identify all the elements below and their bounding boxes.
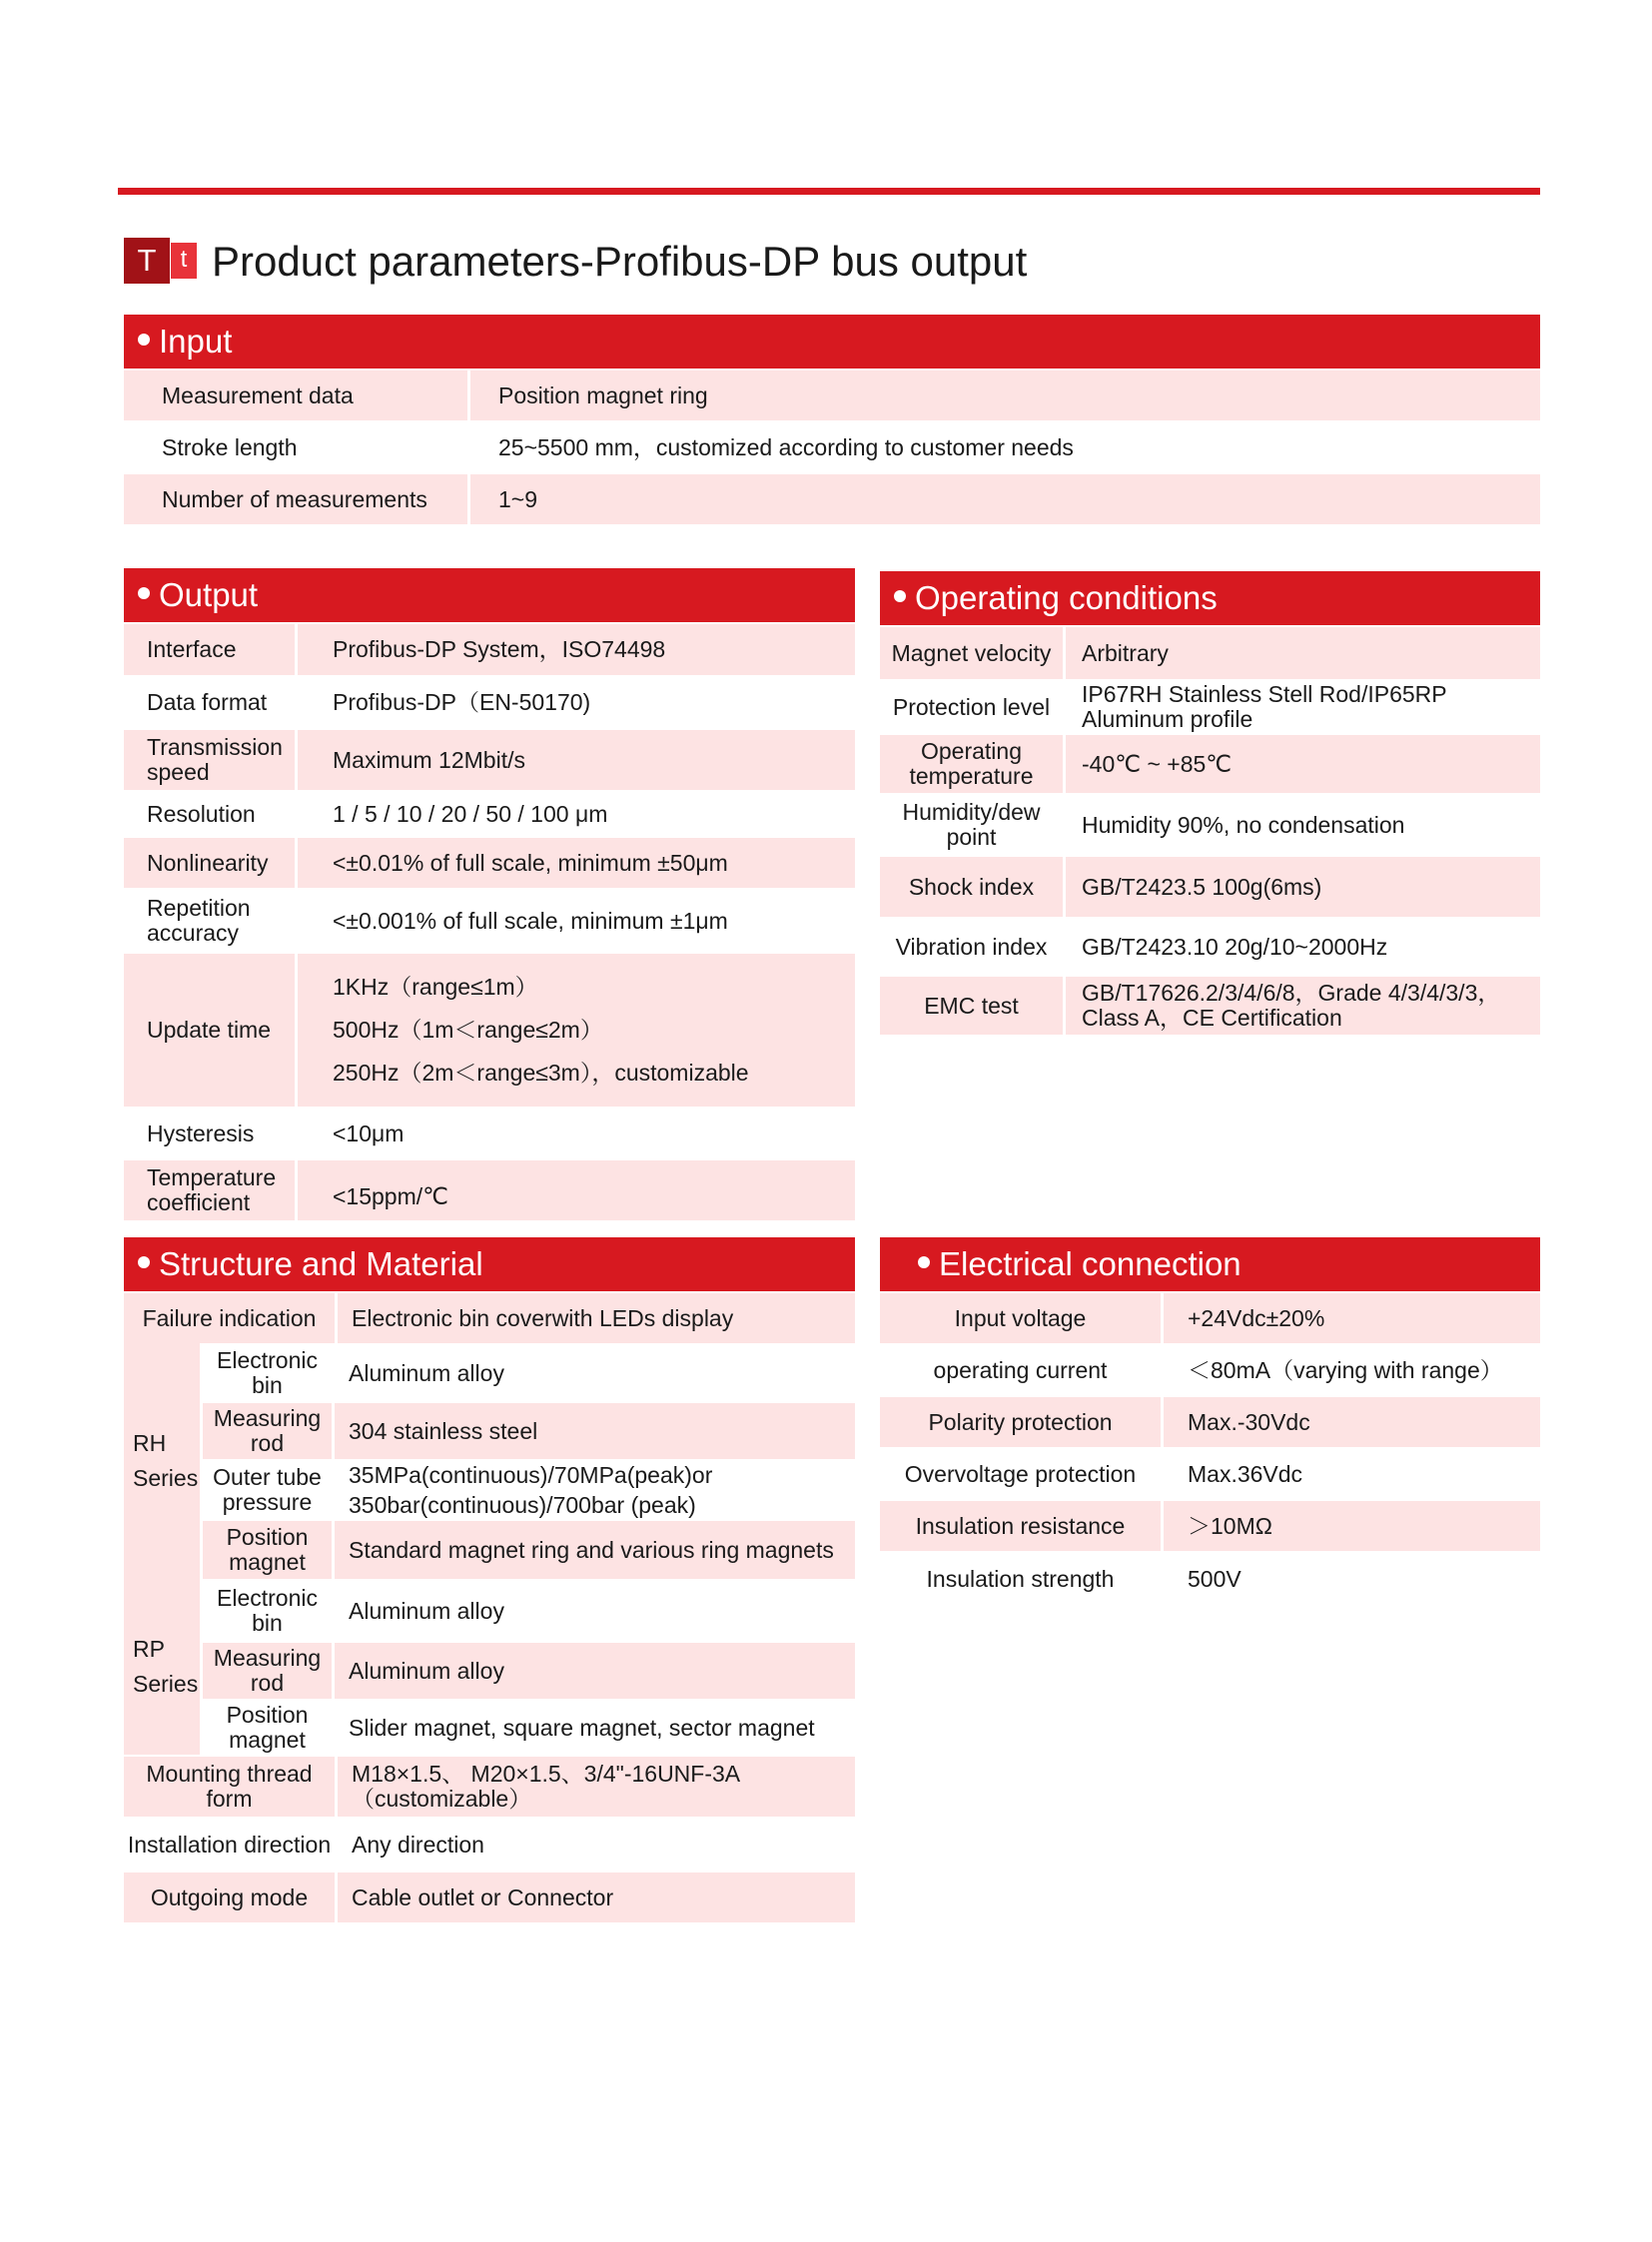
param-value: GB/T2423.10 20g/10~2000Hz (1082, 933, 1388, 960)
table-row (124, 888, 855, 952)
param-label: Measurement data (124, 371, 470, 420)
table-row (880, 1447, 1540, 1499)
param-value: 1~9 (498, 485, 538, 512)
param-value: Arbitrary (1082, 639, 1169, 666)
param-value: 500V (1188, 1565, 1241, 1592)
param-label: Measuring rod (203, 1643, 335, 1699)
update-rate: 1KHz（range≤1m） (333, 974, 538, 1000)
param-label: Operating temperature (880, 735, 1066, 793)
table-row (880, 1551, 1540, 1605)
param-label: Nonlinearity (124, 838, 298, 888)
param-label: Data format (124, 677, 298, 728)
logo-letter-lower: t (171, 243, 197, 279)
brand-logo (124, 238, 197, 284)
param-label: Hysteresis (124, 1109, 298, 1158)
table-row (203, 1579, 855, 1641)
structure-section (124, 1237, 855, 1922)
table-row (880, 1395, 1540, 1447)
table-row (203, 1641, 855, 1699)
param-label: Resolution (124, 792, 298, 836)
logo-letter-upper: T (124, 238, 170, 284)
param-value-list (298, 954, 749, 1107)
param-value: -40℃ ~ +85℃ (1082, 750, 1233, 777)
param-label: Number of measurements (124, 474, 470, 524)
param-value: 25~5500 mm，customized according to customer needs (498, 433, 1074, 460)
table-row (124, 836, 855, 888)
table-row (124, 952, 855, 1107)
param-value: IP67RH Stainless Stell Rod/IP65RP Aluminum profile (1082, 681, 1447, 732)
table-row (203, 1519, 855, 1579)
table-row (124, 1158, 855, 1220)
param-label: Installation direction (124, 1819, 338, 1870)
rh-series-group (124, 1343, 855, 1579)
param-label: operating current (880, 1345, 1164, 1395)
section-title: Structure and Material (159, 1245, 483, 1282)
param-label: Position magnet (203, 1701, 335, 1755)
table-row (880, 1291, 1540, 1343)
param-label: Electronic bin (203, 1581, 335, 1641)
section-title: Operating conditions (915, 579, 1218, 616)
param-value: Any direction (352, 1831, 484, 1858)
param-value: M18×1.5、 M20×1.5、3/4"-16UNF-3A （customizable） (352, 1761, 739, 1812)
param-label: Repetition accuracy (124, 890, 298, 952)
table-row (880, 917, 1540, 975)
param-value: <10μm (333, 1120, 405, 1146)
series-suffix: Series (133, 1671, 199, 1697)
output-section (124, 568, 855, 1220)
param-label: Temperature coefficient (124, 1160, 298, 1220)
series-name: RH (133, 1430, 167, 1456)
param-value: Profibus-DP System，ISO74498 (333, 636, 666, 662)
table-row (124, 675, 855, 728)
table-row (203, 1401, 855, 1459)
table-row (124, 728, 855, 790)
param-value: <±0.001% of full scale, minimum ±1μm (333, 907, 728, 934)
param-value: ＜80mA（varying with range） (1188, 1356, 1503, 1383)
electrical-section (880, 1237, 1540, 1605)
table-row (124, 1870, 855, 1922)
param-value: Standard magnet ring and various ring magnets (349, 1536, 834, 1563)
section-header (124, 315, 1540, 369)
table-row (124, 1755, 855, 1817)
param-label: Position magnet (203, 1521, 335, 1579)
update-rate: 500Hz（1m＜range≤2m） (333, 1017, 603, 1043)
param-value: Aluminum alloy (349, 1359, 504, 1386)
bullet-icon (138, 1256, 150, 1268)
param-label: Update time (124, 954, 298, 1107)
param-label: Outer tube pressure (203, 1461, 335, 1519)
param-value: Cable outlet or Connector (352, 1883, 614, 1910)
table-row (124, 420, 1540, 472)
param-value: Aluminum alloy (349, 1657, 504, 1684)
section-header (880, 1237, 1540, 1291)
series-label (124, 1343, 203, 1579)
table-row (203, 1343, 855, 1401)
param-label: Failure indication (124, 1293, 338, 1343)
param-label: Shock index (880, 857, 1066, 917)
table-row (880, 793, 1540, 855)
section-header (880, 571, 1540, 625)
param-label: Protection level (880, 681, 1066, 733)
param-value: GB/T17626.2/3/4/6/8，Grade 4/3/4/3/3，Class A，CE Certification (1082, 980, 1501, 1031)
table-row (124, 472, 1540, 524)
param-value: 304 stainless steel (349, 1417, 538, 1444)
param-value: Electronic bin coverwith LEDs display (352, 1304, 734, 1331)
input-section (124, 315, 1540, 524)
top-rule (118, 188, 1540, 195)
table-row (880, 975, 1540, 1035)
table-row (124, 369, 1540, 420)
param-value: <±0.01% of full scale, minimum ±50μm (333, 849, 728, 876)
table-row (124, 790, 855, 836)
param-value: 35MPa(continuous)/70MPa(peak)or 350bar(continuous)/700bar (peak) (349, 1462, 713, 1518)
param-value: Maximum 12Mbit/s (333, 746, 525, 773)
series-name: RP (133, 1636, 165, 1662)
param-value: 1 / 5 / 10 / 20 / 50 / 100 μm (333, 800, 608, 827)
rp-series-group (124, 1579, 855, 1755)
param-label: Interface (124, 624, 298, 675)
section-header (124, 1237, 855, 1291)
param-label: EMC test (880, 977, 1066, 1035)
table-row (124, 1107, 855, 1158)
param-value: ＞10MΩ (1188, 1512, 1272, 1539)
table-row (124, 1291, 855, 1343)
param-label: Input voltage (880, 1293, 1164, 1343)
table-row (124, 1817, 855, 1870)
table-row (880, 679, 1540, 733)
bullet-icon (138, 334, 150, 346)
bullet-icon (894, 590, 906, 602)
param-label: Transmission speed (124, 730, 298, 790)
param-value: Aluminum alloy (349, 1597, 504, 1624)
section-header (124, 568, 855, 622)
param-label: Polarity protection (880, 1397, 1164, 1447)
param-value: Position magnet ring (498, 381, 708, 408)
page-title: Product parameters-Profibus-DP bus output (212, 238, 1028, 285)
section-title: Output (159, 576, 259, 613)
bullet-icon (138, 587, 150, 599)
param-label: Insulation resistance (880, 1501, 1164, 1551)
param-value: Max.36Vdc (1188, 1460, 1303, 1487)
param-label: Stroke length (124, 422, 470, 472)
table-row (880, 733, 1540, 793)
table-row (880, 855, 1540, 917)
table-row (880, 1499, 1540, 1551)
section-title: Electrical connection (939, 1245, 1241, 1282)
param-label: Humidity/dew point (880, 795, 1066, 855)
table-row (880, 1343, 1540, 1395)
param-label: Measuring rod (203, 1403, 335, 1459)
table-row (203, 1699, 855, 1755)
table-row (880, 625, 1540, 679)
param-label: Outgoing mode (124, 1872, 338, 1922)
param-label: Magnet velocity (880, 627, 1066, 679)
table-row (124, 622, 855, 675)
series-label (124, 1579, 203, 1755)
param-value: Profibus-DP（EN-50170) (333, 689, 591, 715)
operating-section (880, 571, 1540, 1035)
param-label: Vibration index (880, 919, 1066, 975)
table-row (203, 1459, 855, 1519)
section-title: Input (159, 323, 233, 360)
param-label: Overvoltage protection (880, 1449, 1164, 1499)
param-value: Slider magnet, square magnet, sector magnet (349, 1714, 815, 1741)
series-suffix: Series (133, 1465, 199, 1491)
param-label: Insulation strength (880, 1553, 1164, 1605)
param-label: Electronic bin (203, 1345, 335, 1401)
param-value: Max.-30Vdc (1188, 1408, 1310, 1435)
update-rate: 250Hz（2m＜range≤3m），customizable (333, 1060, 749, 1086)
bullet-icon (918, 1256, 930, 1268)
param-value: <15ppm/℃ (333, 1182, 448, 1209)
param-label: Mounting thread form (124, 1757, 338, 1817)
param-value: +24Vdc±20% (1188, 1304, 1325, 1331)
param-value: GB/T2423.5 100g(6ms) (1082, 873, 1322, 900)
param-value: Humidity 90%, no condensation (1082, 811, 1405, 838)
